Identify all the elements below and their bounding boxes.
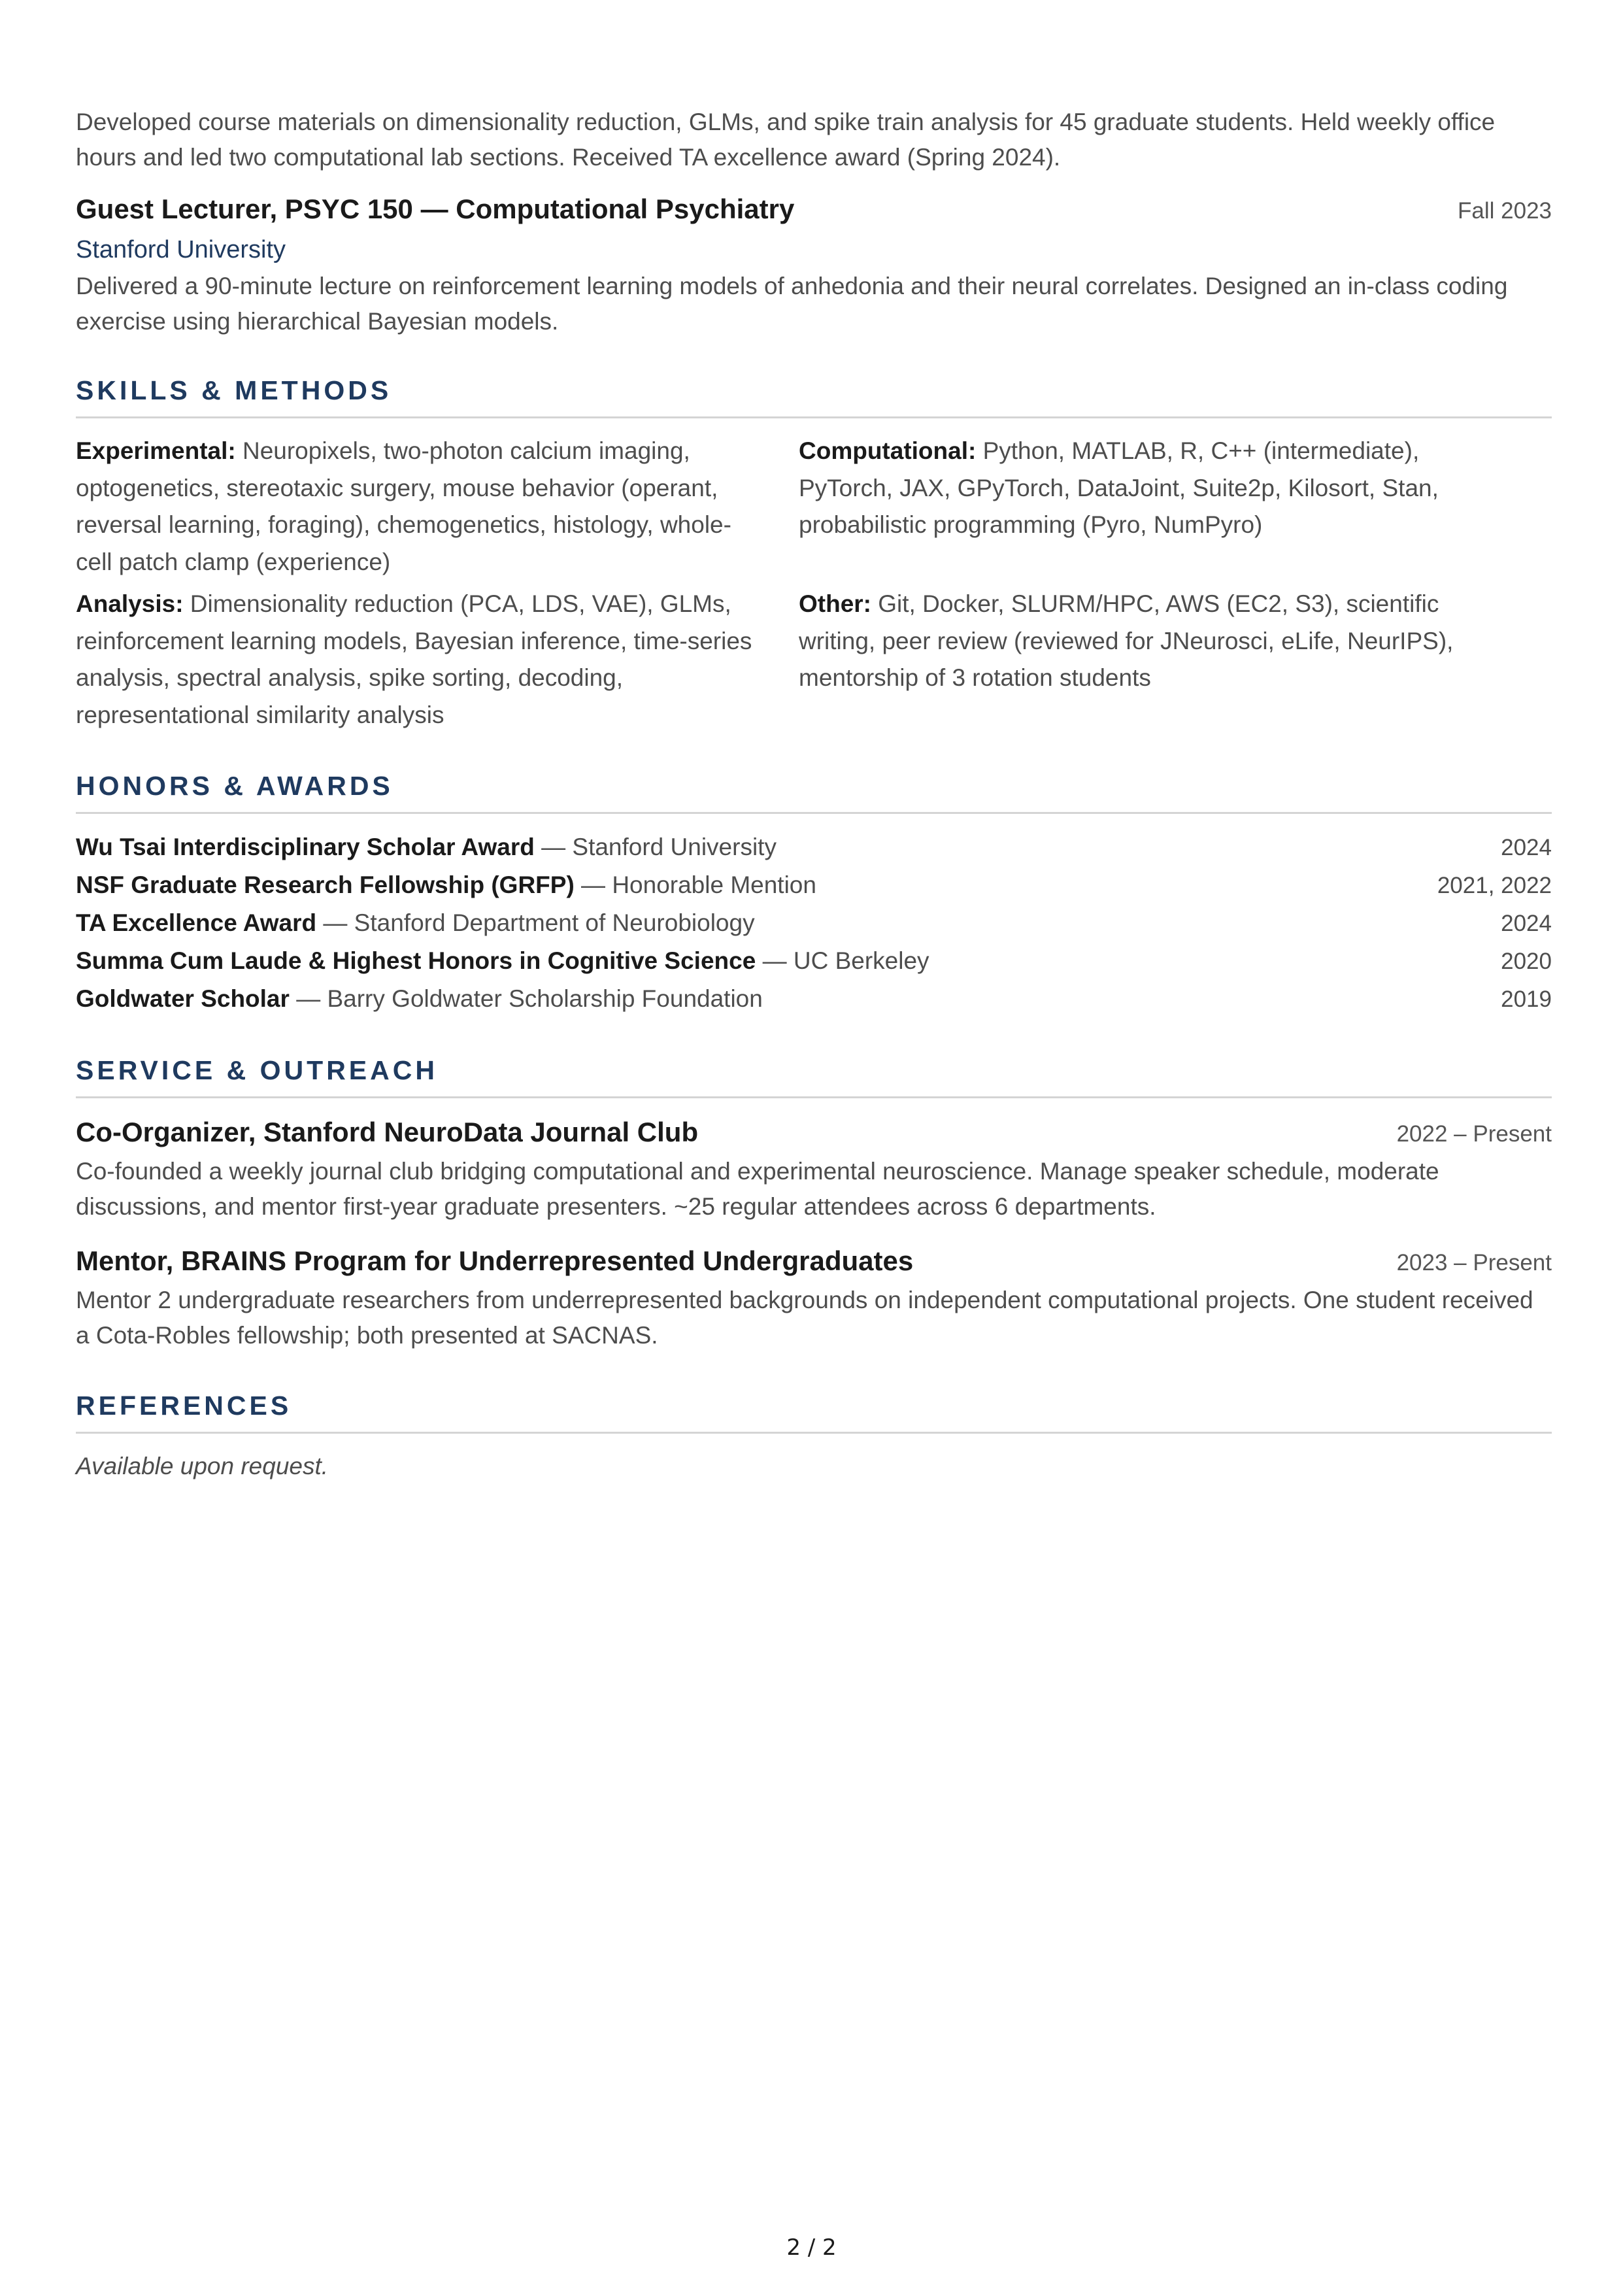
skill-label: Computational: <box>799 437 977 464</box>
entry-date: 2022 – Present <box>1396 1121 1552 1147</box>
award-name: Summa Cum Laude & Highest Honors in Cognitive Science <box>76 947 756 974</box>
skill-label: Experimental: <box>76 437 236 464</box>
skills-section <box>76 371 1552 734</box>
award-row <box>76 828 1552 866</box>
entry-title: Co-Organizer, Stanford NeuroData Journal Club <box>76 1117 699 1147</box>
award-year: 2019 <box>1501 987 1552 1012</box>
entry-header <box>76 1241 1552 1283</box>
references-section <box>76 1386 1552 1485</box>
entry-description: Mentor 2 undergraduate researchers from underrepresented backgrounds on independent computational projects. One student received a Cota-Robles fellowship; both presented at SACNAS. <box>76 1287 1533 1349</box>
award-separator: — <box>756 947 794 974</box>
award-row <box>76 942 1552 980</box>
page-number: 2 / 2 <box>786 2235 837 2261</box>
award-name: TA Excellence Award <box>76 909 317 936</box>
award-year: 2024 <box>1501 835 1552 860</box>
entry-date: Fall 2023 <box>1458 198 1552 224</box>
entry-title: Mentor, BRAINS Program for Underrepresented Undergraduates <box>76 1245 914 1276</box>
resume-page-content <box>76 105 1552 1485</box>
award-organization: UC Berkeley <box>793 947 929 974</box>
award-year: 2020 <box>1501 949 1552 974</box>
entry-header <box>76 190 1552 231</box>
section-heading: HONORS & AWARDS <box>76 766 1552 814</box>
award-separator: — <box>574 871 612 898</box>
entry-description: Delivered a 90-minute lecture on reinforcement learning models of anhedonia and their neural correlates. Designed an in-class coding exercise using hierarchical Bayesian models. <box>76 273 1508 335</box>
teaching-assistant-description: Developed course materials on dimensionality reduction, GLMs, and spike train analysis for 45 graduate students. Held weekly office hours and led two computational lab sections. Received TA excellence award (Spring 2024). <box>76 109 1496 171</box>
award-organization: Stanford Department of Neurobiology <box>354 909 755 936</box>
award-row <box>76 866 1552 904</box>
award-year: 2024 <box>1501 911 1552 936</box>
skills-grid <box>76 433 1552 734</box>
skill-label: Other: <box>799 590 871 617</box>
skill-text: Python, MATLAB, R, C++ (intermediate), PyTorch, JAX, GPyTorch, DataJoint, Suite2p, Kilosort, Stan, probabilistic programming (Pyro, NumPyro) <box>799 437 1439 538</box>
honors-section <box>76 766 1552 1018</box>
skill-text: Neuropixels, two-photon calcium imaging, optogenetics, stereotaxic surgery, mouse behavior (operant, reversal learning, foraging), chemogenetics, histology, whole-cell patch clamp (experience) <box>76 437 731 575</box>
entry-organization: Stanford University <box>76 236 286 263</box>
service-section <box>76 1051 1552 1353</box>
skill-analysis <box>76 586 799 734</box>
awards-list <box>76 828 1552 1018</box>
award-organization: Stanford University <box>572 834 777 860</box>
service-entry <box>76 1241 1552 1353</box>
skill-label: Analysis: <box>76 590 184 617</box>
references-text: Available upon request. <box>76 1453 329 1479</box>
skill-computational <box>799 433 1552 581</box>
award-name: Goldwater Scholar <box>76 985 290 1012</box>
entry-description: Co-founded a weekly journal club bridging computational and experimental neuroscience. Manage speaker schedule, moderate discussions, and mentor first-year graduate presenters. ~25 regular attendees across 6 departments. <box>76 1158 1439 1220</box>
award-organization: Barry Goldwater Scholarship Foundation <box>327 985 763 1012</box>
award-organization: Honorable Mention <box>612 871 816 898</box>
service-entry <box>76 1113 1552 1224</box>
award-separator: — <box>316 909 354 936</box>
award-row <box>76 904 1552 942</box>
skill-text: Dimensionality reduction (PCA, LDS, VAE), GLMs, reinforcement learning models, Bayesian inference, time-series analysis, spectral analysis, spike sorting, decoding, representational similarity analysis <box>76 590 752 728</box>
skill-experimental <box>76 433 799 581</box>
award-separator: — <box>289 985 327 1012</box>
award-separator: — <box>534 834 573 860</box>
section-heading: SERVICE & OUTREACH <box>76 1051 1552 1098</box>
entry-date: 2023 – Present <box>1396 1250 1552 1275</box>
award-row <box>76 980 1552 1018</box>
guest-lecturer-entry <box>76 190 1552 339</box>
award-year: 2021, 2022 <box>1437 873 1552 898</box>
section-heading: SKILLS & METHODS <box>76 371 1552 418</box>
entry-title: Guest Lecturer, PSYC 150 — Computational Psychiatry <box>76 194 795 224</box>
award-name: NSF Graduate Research Fellowship (GRFP) <box>76 871 575 898</box>
award-name: Wu Tsai Interdisciplinary Scholar Award <box>76 834 535 860</box>
entry-header <box>76 1113 1552 1154</box>
skill-other <box>799 586 1552 734</box>
section-heading: REFERENCES <box>76 1386 1552 1434</box>
skill-text: Git, Docker, SLURM/HPC, AWS (EC2, S3), scientific writing, peer review (reviewed for JNeurosci, eLife, NeurIPS), mentorship of 3 rotation students <box>799 590 1454 691</box>
